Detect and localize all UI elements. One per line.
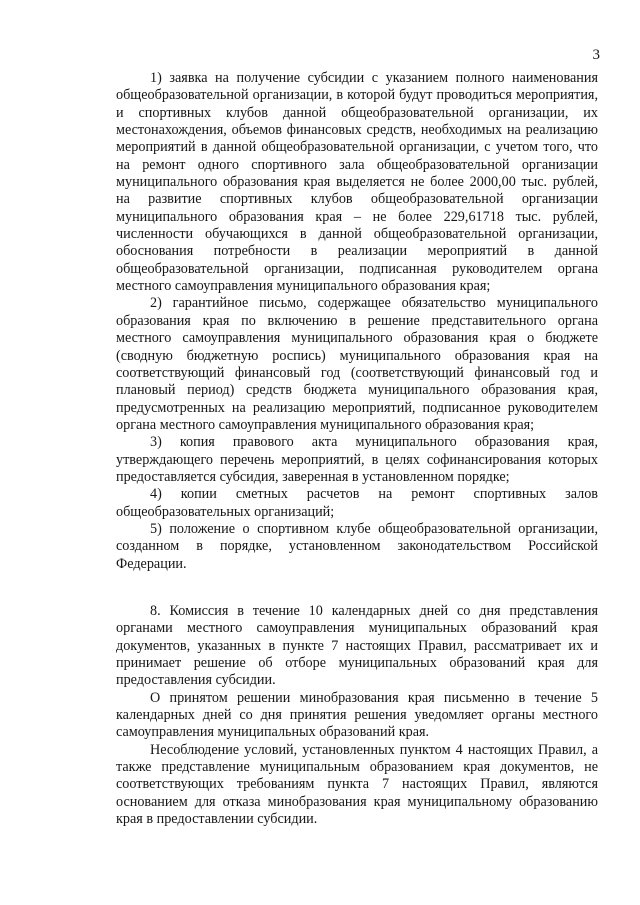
clause-8-paragraph: 8. Комиссия в течение 10 календарных дней со дня представления органами местного самоуправления муниципальных образований края документов, указанных в пункте 7 настоящих Правил, рассматривает их и принимает решение об отборе муниципальных образований края для предоставления субсидии. bbox=[116, 602, 598, 689]
list-item-4: 4) копии сметных расчетов на ремонт спортивных залов общеобразовательных организаций; bbox=[116, 486, 598, 520]
document-body bbox=[116, 70, 598, 828]
list-item-5: 5) положение о спортивном клубе общеобразовательной организации, созданном в порядке, установленном законодательством Российской Федерации. bbox=[116, 520, 598, 572]
list-item-3: 3) копия правового акта муниципального образования края, утверждающего перечень мероприятий, в целях софинансирования которых предоставляется субсидия, заверенная в установленном порядке; bbox=[116, 434, 598, 485]
refusal-grounds-paragraph: Несоблюдение условий, установленных пунктом 4 настоящих Правил, а также представление муниципальным образованием края документов, не соответствующих требованиям пункта 7 настоящих Правил, являются основанием для отказа минобразования края муниципальному образованию края в предоставлении субсидии. bbox=[116, 741, 598, 828]
section-gap bbox=[116, 573, 598, 603]
list-item-2: 2) гарантийное письмо, содержащее обязательство муниципального образования края по включению в решение представительного органа местного самоуправления муниципального образования края о бюджете (сводную бюджетную роспись) муниципального образования края на соответствующий финансовый год (соответствующий финансовый год и плановый период) средств бюджета муниципального образования края, предусмотренных на реализацию мероприятий, подписанное руководителем органа местного самоуправления муниципального образования края; bbox=[116, 295, 598, 433]
notification-paragraph: О принятом решении минобразования края письменно в течение 5 календарных дней со дня принятия решения уведомляет органы местного самоуправления муниципальных образований края. bbox=[116, 689, 598, 741]
list-item-1: 1) заявка на получение субсидии с указанием полного наименования общеобразовательной организации, в которой будут проводиться мероприятия, и спортивных клубов данной общеобразовательной организации, их местонахождения, объемов финансовых средств, необходимых на реализацию мероприятий в данной общеобразовательной организации, с учетом того, что на ремонт одного спортивного зала общеобразовательной организации муниципального образования края выделяется не более 2000,00 тыс. рублей, на развитие спортивных клубов общеобразовательной организации муниципального образования края – не более 229,61718 тыс. рублей, численности обучающихся в данной общеобразовательной организации, обоснования потребности в реализации мероприятий в данной общеобразовательной организации, подписанная руководителем органа местного самоуправления муниципального образования края; bbox=[116, 70, 598, 295]
page-number: 3 bbox=[592, 47, 600, 63]
